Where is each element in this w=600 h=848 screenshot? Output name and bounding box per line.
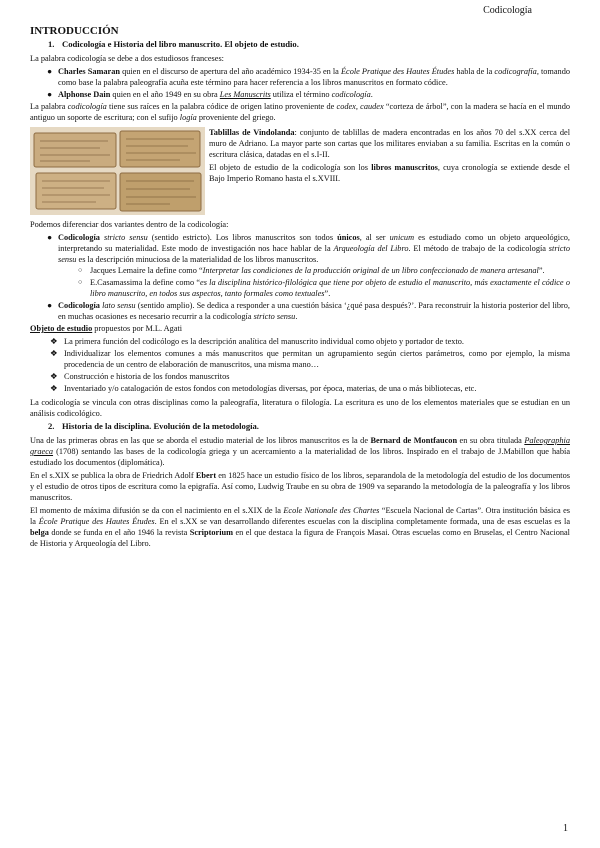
bold-term: Tablillas de Vindolanda bbox=[209, 128, 295, 137]
italic-text: codicología bbox=[67, 102, 107, 111]
paragraph bbox=[30, 470, 570, 503]
text: La palabra bbox=[30, 102, 68, 111]
book-title: Paleographia graeca bbox=[30, 436, 570, 456]
bold-term: únicos bbox=[337, 233, 360, 242]
text: . El método de trabajo de la codicología bbox=[408, 244, 549, 253]
text: en 1825 hace un estudio físico de los libros, separandola de la metodología del estudio de los documentos y el estudio de otros tipos de escritura como la epigrafía. Así como, Ludwig Traube en su obra de 1909 va separando la metodología de la paleografía y los libros manuscritos. bbox=[30, 471, 570, 502]
bullet-icon: ● bbox=[47, 67, 53, 76]
list-item bbox=[30, 371, 570, 382]
list-item-text: Construcción e historia de los fondos manuscritos bbox=[64, 372, 230, 381]
list-item bbox=[30, 277, 570, 299]
italic-text: Arqueología del Libro bbox=[333, 244, 409, 253]
bold-term: libros manuscritos bbox=[371, 163, 438, 172]
text: Una de las primeras obras en las que se aborda el estudio material de los libros manuscritos es la de bbox=[30, 436, 371, 445]
vindolanda-tablets-image bbox=[30, 127, 205, 215]
text: “corteza de árbol”, con la madera se hacía en el mundo antiguo un soporte de escritura; con el sufijo bbox=[30, 102, 570, 122]
circle-bullet-icon: ○ bbox=[78, 278, 83, 286]
text: ”. bbox=[324, 289, 331, 298]
italic-text: codicología bbox=[331, 90, 371, 99]
text: donde se funda en el año 1946 la revista bbox=[48, 528, 190, 537]
paragraph bbox=[30, 505, 570, 549]
text: (sentido amplio). Se dedica a responder a una cuestión básica ‘¿qué pasa después?’. Para reconstruir la historia posterior del libro, en muchas ocasiones es necesario recurrir a la codicología bbox=[58, 301, 571, 321]
paragraph: Podemos diferenciar dos variantes dentro de la codicología: bbox=[30, 220, 229, 229]
italic-text: lato sensu bbox=[102, 301, 136, 310]
quotation: Interpretar las condiciones de la producción original de un libro confeccionado de manera artesanal bbox=[202, 266, 539, 275]
text: propuestos por M.L. Agati bbox=[92, 324, 183, 333]
italic-text: stricto sensu bbox=[104, 233, 148, 242]
list-item bbox=[30, 232, 570, 299]
list-item bbox=[30, 265, 570, 276]
page-title: INTRODUCCIÓN bbox=[30, 25, 119, 37]
tablet-figure bbox=[30, 127, 570, 215]
text: E.Casamassima la define como “ bbox=[90, 278, 201, 287]
quotation: es la disciplina histórico-filológica que tiene por objeto de estudio el manuscrito, más exactamente el códice o libro manuscrito, en todos sus aspectos, tanto formales como textuales bbox=[90, 278, 570, 298]
bullet-icon: ● bbox=[47, 233, 53, 242]
section-title: Historia de la disciplina. Evolución de la metodología. bbox=[62, 421, 259, 431]
bold-term: Objeto de estudio bbox=[30, 324, 93, 333]
diamond-bullet-icon: ❖ bbox=[50, 349, 58, 358]
figure-text bbox=[209, 127, 570, 215]
section-heading-2 bbox=[30, 421, 570, 432]
diamond-bullet-icon: ❖ bbox=[50, 384, 58, 393]
bullet-list bbox=[30, 66, 570, 100]
text: en su obra titulada bbox=[457, 436, 525, 445]
text: (1708) sentando las bases de la codicología griega y un acercamiento a la materialidad de los libros. Inspirado en el trabajo de J.Mabillon que había estudiado los documentos (diplomática). bbox=[30, 447, 570, 467]
person-name: Charles Samaran bbox=[58, 67, 120, 76]
section-number: 1. bbox=[48, 39, 55, 49]
tablets-illustration bbox=[30, 127, 205, 215]
diamond-bullet-icon: ❖ bbox=[50, 337, 58, 346]
italic-text: stricto sensu bbox=[253, 312, 296, 321]
text: quien en el año 1949 en su obra bbox=[110, 90, 220, 99]
text: , al ser bbox=[359, 233, 390, 242]
text: . bbox=[370, 90, 373, 99]
diamond-bullet-icon: ❖ bbox=[50, 372, 58, 381]
italic-text: Ecole Nationale des Chartes bbox=[283, 506, 380, 515]
text: proveniente del griego. bbox=[196, 113, 276, 122]
italic-text: codex, caudex bbox=[336, 102, 384, 111]
italic-text: unicum bbox=[389, 233, 415, 242]
list-item-text: Individualizar los elementos comunes a más manuscritos que permitan un agrupamiento según ciertos parámetros, como por ejemplo, la misma procedencia de un centro de elaboración de manuscritos, una misma mano… bbox=[64, 349, 570, 369]
text: En el s.XIX se publica la obra de Friedrich Adolf bbox=[30, 471, 196, 480]
section-number: 2. bbox=[48, 421, 55, 431]
list-item bbox=[30, 383, 570, 394]
text: (sentido estricto). Los libros manuscritos son todos bbox=[147, 233, 338, 242]
bold-term: belga bbox=[30, 528, 49, 537]
text: es la descripción minuciosa de la materialidad de los libros manuscritos. bbox=[76, 255, 319, 264]
text: habla de la bbox=[454, 67, 495, 76]
text: : conjunto de tablillas de madera encontradas en los años 70 del s.XX cerca del muro de Adriano. La mayor parte son cartas que los militares enviaban a su familia. Escritas en la común o escritura clásica, datadas en el s.I-II. bbox=[209, 128, 570, 159]
text: quien en el discurso de apertura del año académico 1934-35 en la bbox=[120, 67, 341, 76]
list-item bbox=[30, 300, 570, 322]
italic-text: codicografía bbox=[494, 67, 537, 76]
figure-caption bbox=[209, 127, 570, 160]
section-title: Codicología e Historia del libro manuscrito. El objeto de estudio. bbox=[62, 39, 299, 49]
running-header: Codicología bbox=[483, 5, 532, 16]
bold-term: Scriptorium bbox=[189, 528, 234, 537]
text: “Escuela Nacional de Cartas”. Otra institución básica es la bbox=[30, 506, 570, 526]
diamond-list bbox=[30, 336, 570, 394]
person-name: Bernard de Montfaucon bbox=[370, 436, 458, 445]
list-item bbox=[30, 66, 570, 88]
paragraph: La codicología se vincula con otras disciplinas como la paleografía, literatura o filología. La escritura es uno de los elementos materiales que se estudian en un análisis codicológico. bbox=[30, 398, 570, 418]
person-name: Ebert bbox=[195, 471, 217, 480]
text: . En el s.XX se van desarrollando diferentes escuelas con la disciplina completamente formada, una de esas escuelas es la bbox=[154, 517, 571, 526]
text: El objeto de estudio de la codicología son los bbox=[209, 163, 372, 172]
circle-bullet-icon: ○ bbox=[78, 266, 83, 274]
page-number: 1 bbox=[563, 823, 568, 834]
list-item bbox=[30, 336, 570, 347]
page-content bbox=[30, 26, 570, 551]
text: tiene sus raíces en la palabra códice de origen latino proveniente de bbox=[106, 102, 337, 111]
italic-text: logía bbox=[179, 113, 197, 122]
bullet-icon: ● bbox=[47, 301, 53, 310]
list-item bbox=[30, 89, 570, 100]
paragraph bbox=[30, 323, 570, 334]
book-title: Les Manuscrits bbox=[219, 90, 271, 99]
bold-term: Codicología bbox=[58, 233, 100, 242]
text: , cuya cronología se extiende desde el Bajo Imperio Romano hasta el s.XVIII. bbox=[209, 163, 570, 183]
list-item bbox=[30, 348, 570, 370]
list-item-text: La primera función del codicólogo es la descripción analítica del manuscrito individual como objeto y portador de texto. bbox=[64, 337, 464, 346]
sub-list bbox=[30, 265, 570, 299]
list-item-text: Inventariado y/o catalogación de estos fondos con metodologías diversas, por época, materias, de una o más bibliotecas, etc. bbox=[64, 384, 477, 393]
text: es estudiado como un objeto arqueológico, interpretando su materialidad. Este modo de investigación nos hace hablar de la bbox=[58, 233, 570, 253]
bullet-list bbox=[30, 232, 570, 322]
text: utiliza el término bbox=[270, 90, 332, 99]
bullet-icon: ● bbox=[47, 90, 53, 99]
text: El momento de máxima difusión se da con el nacimiento en el s.XIX de la bbox=[30, 506, 284, 515]
italic-text: École Pratique des Hautes Études bbox=[38, 517, 155, 526]
person-name: Alphonse Dain bbox=[58, 90, 111, 99]
text: ”. bbox=[538, 266, 545, 275]
paragraph bbox=[30, 101, 570, 123]
paragraph bbox=[209, 162, 570, 184]
text: . bbox=[295, 312, 298, 321]
italic-text: École Pratique des Hautes Études bbox=[340, 67, 455, 76]
italic-text: stricto sensu bbox=[58, 244, 570, 264]
paragraph: La palabra codicología se debe a dos estudiosos franceses: bbox=[30, 54, 224, 63]
text: , tomando como base la palabra paleografía acuña este término para hacer referencia a los libros manuscritos en formato códice. bbox=[58, 67, 570, 87]
text: Jacques Lemaire la define como “ bbox=[90, 266, 203, 275]
text: en el que destaca la figura de François Masai. Otras escuelas como en Bruselas, el Centro Nacional de Historia y Arqueología del Libro. bbox=[30, 528, 570, 548]
section-heading-1 bbox=[30, 39, 570, 50]
bold-term: Codicología bbox=[58, 301, 100, 310]
paragraph bbox=[30, 435, 570, 468]
